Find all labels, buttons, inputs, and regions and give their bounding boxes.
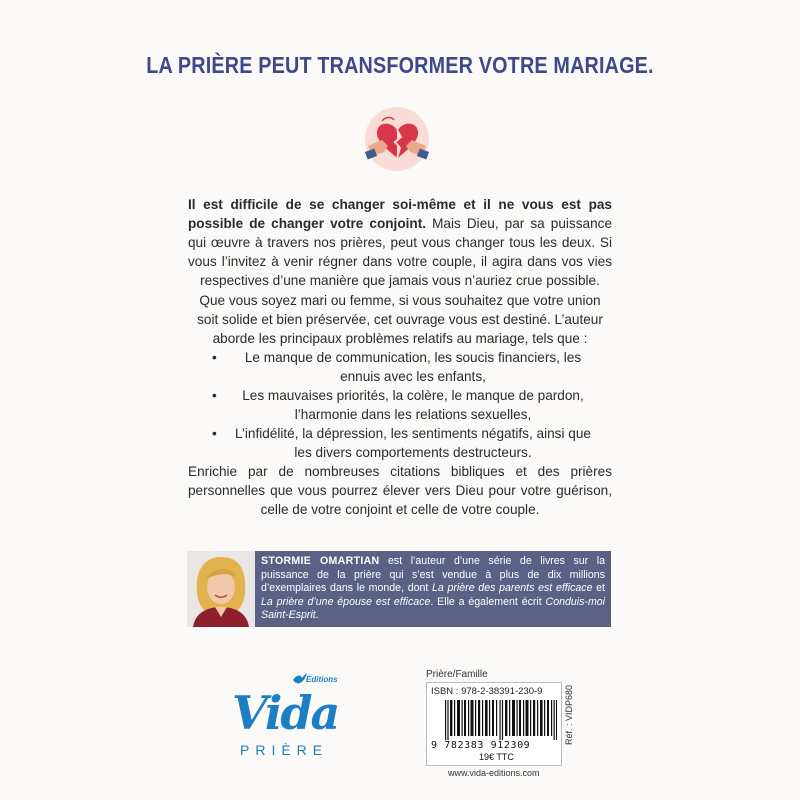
price: 19€ TTC — [479, 752, 514, 762]
book-title: La prière d’une épouse est efficace — [261, 595, 431, 608]
author-band — [187, 551, 611, 627]
list-item-text: Les mauvaises priorités, la colère, le manque de pardon, l’harmonie dans les relations sexuelles, — [242, 388, 584, 422]
reference-code: Réf. : VIDP680 — [564, 684, 574, 745]
logo-edition-label: Éditions — [306, 675, 338, 684]
category-label: Prière/Famille — [426, 669, 488, 680]
closing-paragraph: Enrichie par de nombreuses citations bibliques et des prières personnelles que vous pourrez élever vers Dieu pour votre guérison, celle de votre conjoint et celle de votre couple. — [188, 464, 612, 517]
author-bio-part: est l’auteur d’une série de livres sur la puissance de la prière qui s’est vendue à plus de dix millions d’exemplaires dans le monde, dont — [261, 555, 605, 595]
barcode-number: 9 782383 912309 — [431, 740, 531, 751]
author-photo — [187, 551, 255, 627]
vida-publisher-logo — [226, 672, 356, 762]
website: www.vida-editions.com — [448, 768, 540, 778]
author-bio-part: et — [592, 582, 606, 595]
list-item-text: L’infidélité, la dépression, les sentiments négatifs, ainsi que les divers comportements destructeurs. — [235, 426, 591, 460]
list-item — [212, 348, 592, 386]
broken-heart-hands-emblem — [364, 106, 430, 172]
audience-paragraph: Que vous soyez mari ou femme, si vous souhaitez que votre union soit solide et bien préservée, cet ouvrage vous est destiné. L’auteur aborde les principaux problèmes relatifs au mariage, tels que : — [197, 293, 603, 346]
book-title: La prière des parents est efficace — [432, 582, 593, 595]
bullet-marker: • — [212, 388, 217, 403]
list-item — [212, 424, 592, 462]
author-bio-part: . — [315, 609, 319, 622]
headline: LA PRIÈRE PEUT TRANSFORMER VOTRE MARIAGE. — [146, 52, 654, 78]
list-item — [212, 386, 592, 424]
bullet-marker: • — [212, 426, 217, 441]
intro-paragraph — [188, 195, 612, 290]
author-bio-part: . Elle a également écrit — [430, 595, 546, 608]
author-bio — [261, 555, 605, 623]
author-name: STORMIE OMARTIAN — [261, 555, 380, 567]
bullet-marker: • — [212, 350, 217, 365]
barcode-panel — [426, 682, 562, 766]
intro-rest: Mais Dieu, par sa puissance qui œuvre à travers nos prières, peut vous changer tous les deux. Si vous l’invitez à venir régner dans votre couple, il agira dans vos vies respectives d’une manière que jamais vous n’auriez crue possible. — [188, 216, 612, 288]
topics-list — [212, 348, 592, 462]
collection-name: PRIÈRE — [240, 742, 329, 758]
intro-bold: Il est difficile de se changer soi-même et il ne vous est pas possible de changer votre conjoint. — [188, 197, 612, 231]
logo-wordmark: Vida — [232, 686, 339, 740]
isbn: ISBN : 978-2-38391-230-9 — [431, 686, 543, 697]
book-title: Conduis-moi Saint-Esprit — [261, 595, 606, 622]
barcode — [445, 700, 557, 740]
list-item-text: Le manque de communication, les soucis financiers, les ennuis avec les enfants, — [244, 350, 582, 384]
